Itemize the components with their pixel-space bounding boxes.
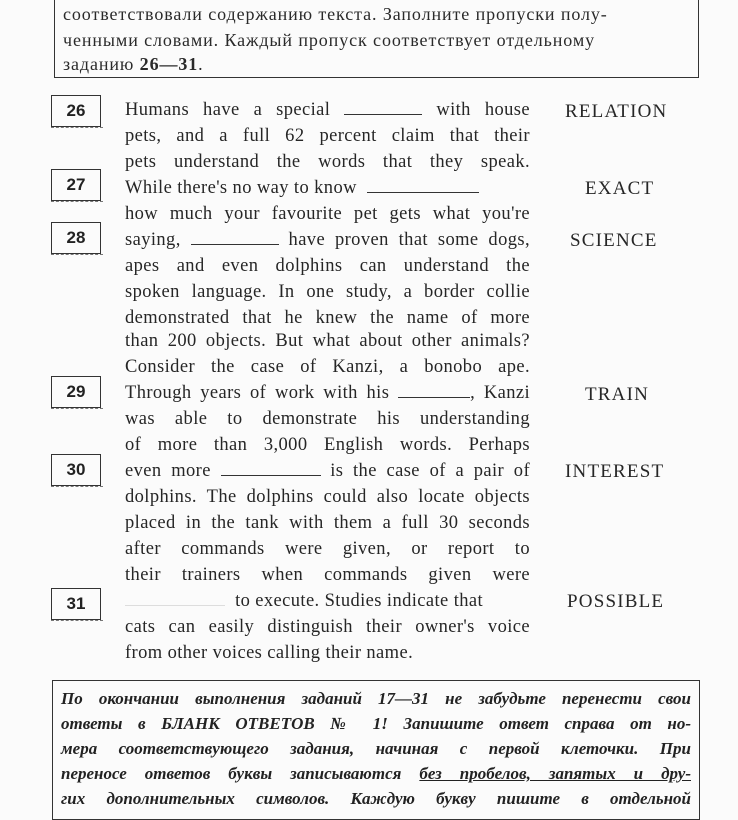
footer-underlined-text: без пробелов, запятых и дру- <box>419 764 691 783</box>
text-line-8: spoken language. In one study, a border collie <box>125 282 530 302</box>
text-fragment: to execute. Studies indicate that <box>235 591 484 611</box>
text-line-1 <box>125 100 530 121</box>
instruction-line-2: ченными словами. Каждый пропуск соответствует отдельному <box>63 30 596 50</box>
keyword-28: SCIENCE <box>570 230 658 251</box>
text-line-4 <box>125 178 530 199</box>
text-line-16: dolphins. The dolphins could also locate objects <box>125 487 530 507</box>
text-line-13: was able to demonstrate his understanding <box>125 409 530 429</box>
gap-29 <box>398 383 470 398</box>
text-fragment: , Kanzi <box>470 383 530 403</box>
text-line-3: pets understand the words that they speak. <box>125 152 530 172</box>
answer-underline-26 <box>51 127 103 128</box>
instruction-suffix: . <box>198 54 204 74</box>
text-line-5: how much your favourite pet gets what you're <box>125 204 530 224</box>
keyword-27: EXACT <box>585 178 655 199</box>
text-line-20 <box>125 591 530 612</box>
instruction-line-3 <box>63 54 204 75</box>
text-line-2: pets, and a full 62 percent claim that their <box>125 126 530 146</box>
text-fragment: is the case of a pair of <box>330 461 531 481</box>
answer-underline-27 <box>51 201 103 202</box>
gap-26 <box>344 100 422 115</box>
instruction-line-1: соответствовали содержанию текста. Заполните пропуски полу- <box>63 4 608 24</box>
text-fragment: have proven that some dogs, <box>288 230 530 250</box>
task-number-26: 26 <box>51 95 101 127</box>
task-number-27: 27 <box>51 169 101 201</box>
task-number-30: 30 <box>51 454 101 486</box>
task-range: 26—31 <box>139 54 199 74</box>
footer-text: переносе ответов буквы записываются <box>61 764 420 783</box>
footer-instruction-box <box>52 680 700 820</box>
text-line-22: from other voices calling their name. <box>125 643 414 663</box>
gap-28 <box>191 230 279 245</box>
keyword-29: TRAIN <box>585 384 650 405</box>
text-line-15 <box>125 461 530 482</box>
task-number-31: 31 <box>51 588 101 620</box>
footer-line-4 <box>61 764 691 784</box>
text-line-19: their trainers when commands given were <box>125 565 530 585</box>
text-line-17: placed in the tank with them a full 30 seconds <box>125 513 530 533</box>
answer-underline-29 <box>51 408 103 409</box>
text-line-12 <box>125 383 530 404</box>
text-line-18: after commands were given, or report to <box>125 539 530 559</box>
footer-line-3: мера соответствующего задания, начиная с первой клеточки. При <box>61 739 691 758</box>
footer-line-5: гих дополнительных символов. Каждую букву пишите в отдельной <box>61 789 691 808</box>
keyword-26: RELATION <box>565 101 668 122</box>
gap-27 <box>367 178 479 193</box>
text-line-11: Consider the case of Kanzi, a bonobo ape. <box>125 357 530 377</box>
answer-underline-30 <box>51 486 103 487</box>
text-line-6 <box>125 230 530 251</box>
text-line-9: demonstrated that he knew the name of more <box>125 308 530 328</box>
answer-underline-31 <box>51 620 103 621</box>
text-fragment: Humans have a special <box>125 100 331 120</box>
footer-line-2: ответы в БЛАНК ОТВЕТОВ № 1! Запишите ответ справа от но- <box>61 714 691 733</box>
keyword-30: INTEREST <box>565 461 665 482</box>
answer-underline-28 <box>51 254 103 255</box>
text-fragment: Through years of work with his <box>125 383 390 403</box>
text-fragment: with house <box>436 100 530 120</box>
instruction-prefix: заданию <box>63 54 140 74</box>
text-fragment: While there's no way to know <box>125 178 357 198</box>
text-line-14: of more than 3,000 English words. Perhaps <box>125 435 530 455</box>
task-number-29: 29 <box>51 376 101 408</box>
task-number-28: 28 <box>51 222 101 254</box>
instruction-box <box>54 0 699 78</box>
text-line-7: apes and even dolphins can understand the <box>125 256 530 276</box>
gap-31 <box>125 591 225 606</box>
gap-30 <box>221 461 321 476</box>
text-line-21: cats can easily distinguish their owner's voice <box>125 617 530 637</box>
text-line-10: than 200 objects. But what about other animals? <box>125 331 530 351</box>
footer-line-1: По окончании выполнения заданий 17—31 не забудьте перенести свои <box>61 689 691 708</box>
text-fragment: even more <box>125 461 211 481</box>
text-fragment: saying, <box>125 230 181 250</box>
keyword-31: POSSIBLE <box>567 591 665 612</box>
